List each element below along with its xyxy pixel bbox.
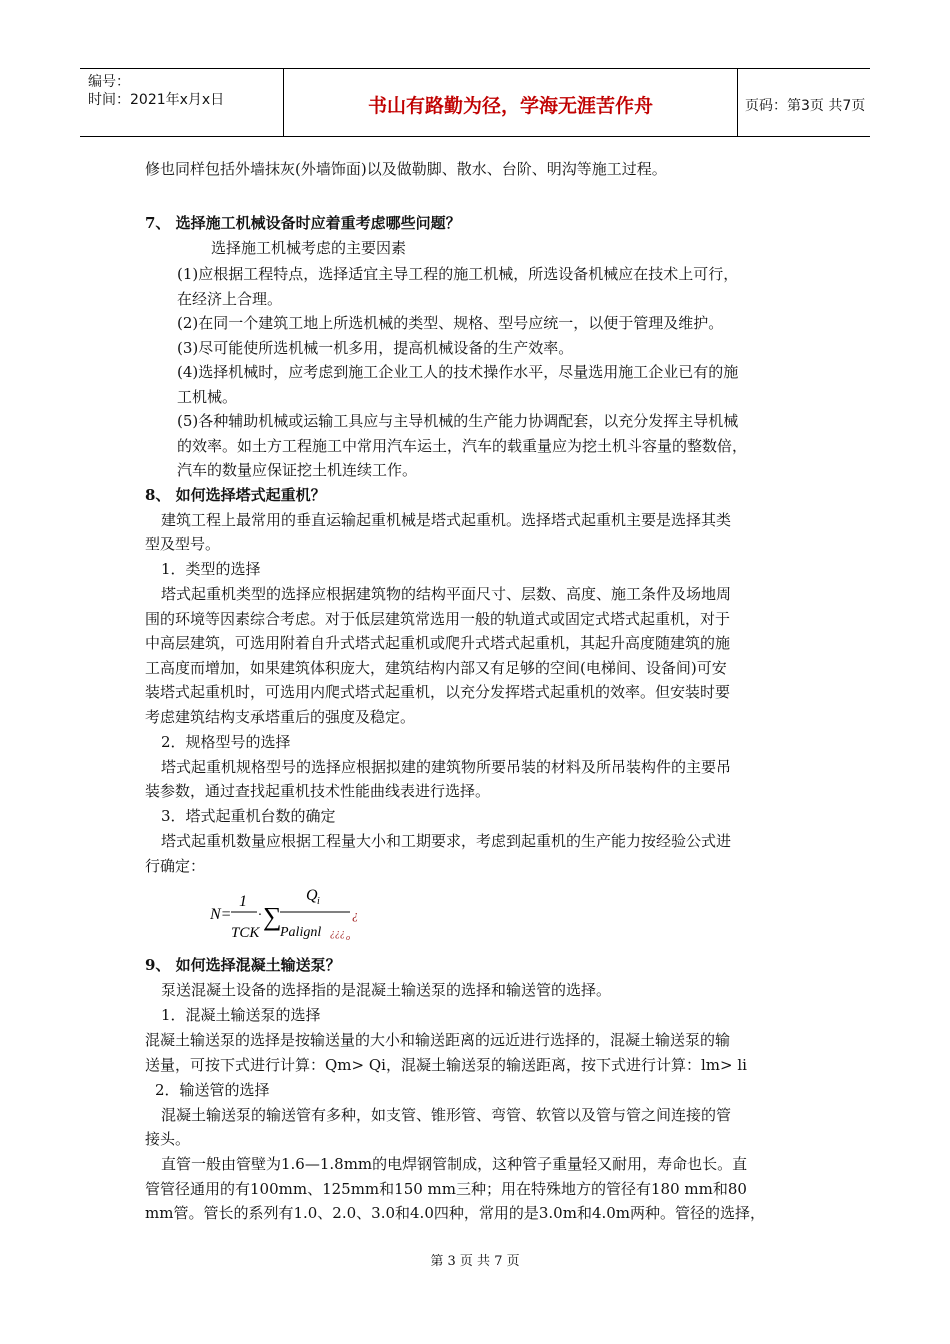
paragraph-line: 的效率。如土方工程施工中常用汽车运土，汽车的载重量应为挖土机斗容量的整数倍，	[177, 437, 748, 455]
header-motto: 书山有路勤为径，学海无涯苦作舟	[367, 95, 653, 117]
paragraph-line: 汽车的数量应保证挖土机连续工作。	[177, 461, 418, 479]
crane-count-formula	[210, 876, 360, 946]
paragraph-line: 1．类型的选择	[161, 560, 261, 578]
paragraph-line: 行确定：	[145, 857, 206, 875]
formula-graphic	[210, 876, 360, 946]
header-right	[737, 69, 870, 136]
paragraph-line: 1．混凝土输送泵的选择	[161, 1006, 321, 1024]
header-left	[80, 69, 283, 136]
paragraph-line: 混凝土输送泵的选择是按输送量的大小和输送距离的远近进行选择的，混凝土输送泵的输	[145, 1031, 731, 1049]
header-middle	[283, 69, 738, 136]
section-heading: 8、 如何选择塔式起重机？	[145, 486, 326, 504]
paragraph-line: 中高层建筑，可选用附着自升式塔式起重机或爬升式塔式起重机，其起升高度随建筑的施	[145, 634, 731, 652]
paragraph-line: 建筑工程上最常用的垂直运输起重机械是塔式起重机。选择塔式起重机主要是选择其类	[161, 511, 732, 529]
paragraph-line: 围的环境等因素综合考虑。对于低层建筑常选用一般的轨道式或固定式塔式起重机，对于	[145, 610, 731, 628]
paragraph-line: 工机械。	[177, 388, 238, 406]
paragraph-line: (4)选择机械时，应考虑到施工企业工人的技术操作水平，尽量选用施工企业已有的施	[177, 363, 739, 381]
paragraph-line: 接头。	[145, 1130, 191, 1148]
paragraph-line: 型及型号。	[145, 535, 221, 553]
formula-numerator: 1	[239, 893, 247, 910]
paragraph-line: 在经济上合理。	[177, 290, 283, 308]
paragraph-line: 直管一般由管壁为1.6—1.8mm的电焊钢管制成，这种管子重量轻又耐用，寿命也长。直	[161, 1155, 748, 1173]
paragraph-line: mm管。管长的系列有1.0、2.0、3.0和4.0四种，常用的是3.0m和4.0m两种。管径的选择，	[145, 1204, 766, 1222]
paragraph-line: 考虑建筑结构支承塔重后的强度及稳定。	[145, 708, 416, 726]
paragraph-line: 选择施工机械考虑的主要因素	[211, 239, 407, 257]
formula-tail: ¿	[352, 907, 359, 922]
paragraph-line: 塔式起重机类型的选择应根据建筑物的结构平面尺寸、层数、高度、施工条件及场地周	[161, 585, 732, 603]
formula-dot: ·	[258, 908, 262, 923]
paragraph-line: 塔式起重机数量应根据工程量大小和工期要求，考虑到起重机的生产能力按经验公式进	[161, 832, 732, 850]
paragraph-line: (3)尽可能使所选机械一机多用，提高机械设备的生产效率。	[177, 339, 574, 357]
paragraph-line: (5)各种辅助机械或运输工具应与主导机械的生产能力协调配套，以充分发挥主导机械	[177, 412, 739, 430]
formula-den2-tail: ¿¿¿	[330, 928, 345, 939]
formula-den2-subscript: o	[346, 933, 350, 942]
paragraph-line: 塔式起重机规格型号的选择应根据拟建的建筑物所要吊装的材料及所吊装构件的主要吊	[161, 758, 732, 776]
page-footer: 第 3 页 共 7 页	[430, 1254, 520, 1269]
doc-number-label: 编号：	[88, 74, 130, 90]
formula-q-subscript: i	[317, 896, 320, 907]
formula-sigma: ∑	[263, 902, 282, 931]
paragraph-line: 2．输送管的选择	[155, 1081, 270, 1099]
formula-den2: Palignl	[280, 925, 322, 940]
paragraph-line: 修也同样包括外墙抹灰(外墙饰面)以及做勒脚、散水、台阶、明沟等施工过程。	[145, 160, 667, 178]
paragraph-line: (2)在同一个建筑工地上所选机械的类型、规格、型号应统一，以便于管理及维护。	[177, 314, 724, 332]
section-heading: 9、 如何选择混凝土输送泵？	[145, 956, 341, 974]
formula-denominator: TCK	[231, 925, 260, 941]
formula-q: Q	[306, 887, 318, 904]
paragraph-line: 混凝土输送泵的输送管有多种，如支管、锥形管、弯管、软管以及管与管之间连接的管	[161, 1106, 732, 1124]
page-header	[80, 68, 870, 137]
paragraph-line: 送量，可按下式进行计算：Qm> Qi，混凝土输送泵的输送距离，按下式进行计算：lm> li	[145, 1056, 747, 1074]
paragraph-line: 管管径通用的有100mm、125mm和150 mm三种；用在特殊地方的管径有180 mm和80	[145, 1180, 747, 1198]
paragraph-line: 工高度而增加，如果建筑体积庞大，建筑结构内部又有足够的空间(电梯间、设备间)可安	[145, 659, 727, 677]
paragraph-line: 3．塔式起重机台数的确定	[161, 807, 336, 825]
formula-lhs: N=	[210, 906, 232, 923]
paragraph-line: 装塔式起重机时，可选用内爬式塔式起重机，以充分发挥塔式起重机的效率。但安装时要	[145, 683, 731, 701]
paragraph-line: 2．规格型号的选择	[161, 733, 291, 751]
paragraph-line: 装参数，通过查找起重机技术性能曲线表进行选择。	[145, 782, 491, 800]
paragraph-line: 泵送混凝土设备的选择指的是混凝土输送泵的选择和输送管的选择。	[161, 981, 612, 999]
paragraph-line: (1)应根据工程特点，选择适宜主导工程的施工机械，所选设备机械应在技术上可行，	[177, 265, 739, 283]
section-heading: 7、 选择施工机械设备时应着重考虑哪些问题？	[145, 214, 461, 232]
page-info: 页码：第3页 共7页	[745, 98, 866, 114]
doc-date-label: 时间：2021年x月x日	[88, 92, 225, 108]
